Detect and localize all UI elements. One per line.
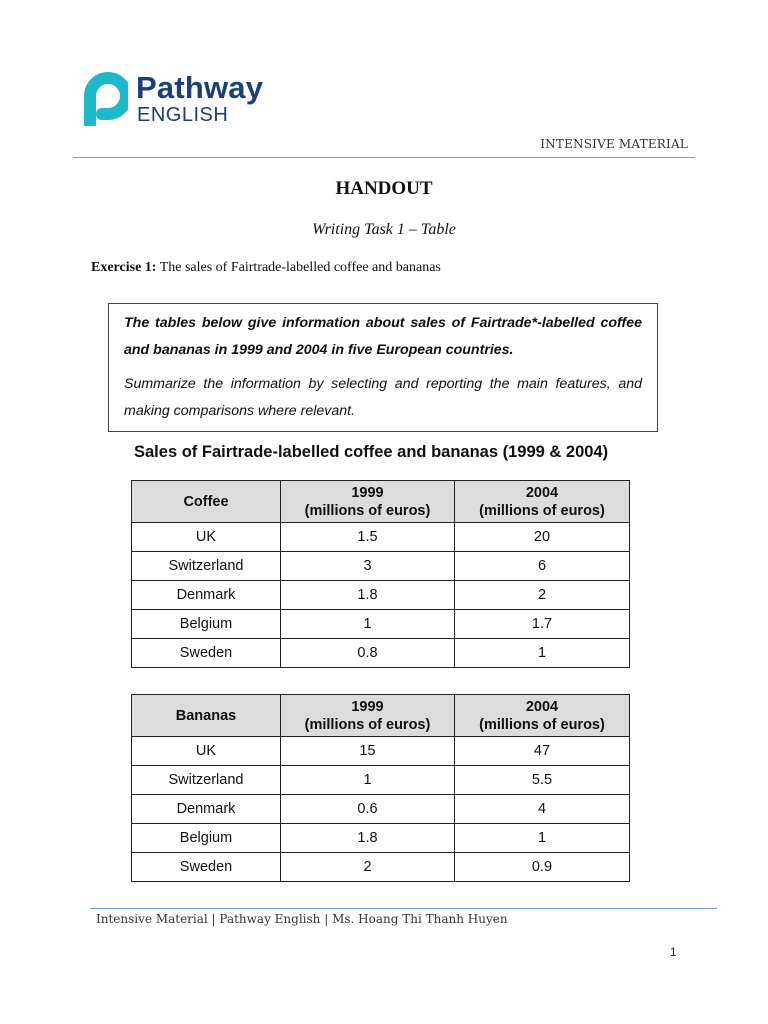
table-row (132, 523, 630, 552)
table-cell: Sweden (132, 853, 281, 882)
table-row (132, 581, 630, 610)
header-unit: (millions of euros) (479, 716, 605, 733)
table-cell: Switzerland (132, 552, 281, 581)
table-cell: 1 (455, 824, 630, 853)
table-cell: 0.9 (455, 853, 630, 882)
exercise-description: The sales of Fairtrade-labelled coffee and bananas (156, 260, 441, 275)
table-row (132, 824, 630, 853)
column-header (455, 695, 630, 737)
table-cell: 15 (281, 737, 455, 766)
header-divider (73, 157, 695, 158)
table-cell: 20 (455, 523, 630, 552)
table-cell: Belgium (132, 824, 281, 853)
footer-text: Intensive Material | Pathway English | Ms. Hoang Thi Thanh Huyen (96, 912, 508, 926)
table-header-row (132, 481, 630, 523)
coffee-sales-table (131, 480, 630, 668)
table-row (132, 766, 630, 795)
page-subtitle: Writing Task 1 – Table (312, 221, 456, 238)
table-cell: 0.8 (281, 639, 455, 668)
table-cell: 1.5 (281, 523, 455, 552)
table-cell: 2 (281, 853, 455, 882)
column-header (281, 695, 455, 737)
header-label: INTENSIVE MATERIAL (540, 137, 688, 151)
task-box (108, 303, 658, 432)
table-cell: 1.8 (281, 581, 455, 610)
table-cell: 4 (455, 795, 630, 824)
header-unit: (millions of euros) (304, 716, 431, 733)
table-cell: 0.6 (281, 795, 455, 824)
table-cell: 1 (455, 639, 630, 668)
table-cell: 3 (281, 552, 455, 581)
table-cell: Belgium (132, 610, 281, 639)
logo-wordmark: Pathway (136, 70, 264, 105)
table-row (132, 610, 630, 639)
exercise-heading (91, 260, 441, 276)
table-cell: Switzerland (132, 766, 281, 795)
table-cell: Sweden (132, 639, 281, 668)
table-row (132, 795, 630, 824)
task-prompt: The tables below give information about sales of Fairtrade*-labelled coffee and bananas in 1999 and 2004 in five European countries. (124, 315, 642, 358)
table-cell: UK (132, 737, 281, 766)
page-number: 1 (670, 945, 677, 959)
header-line: 1999 (351, 698, 384, 715)
bananas-sales-table (131, 694, 630, 882)
table-cell: Denmark (132, 581, 281, 610)
table-cell: Denmark (132, 795, 281, 824)
pathway-logo-icon (82, 70, 128, 126)
table-cell: 1 (281, 610, 455, 639)
column-header (455, 481, 630, 523)
column-header: Coffee (132, 481, 281, 523)
task-instruction: Summarize the information by selecting and reporting the main features, and making comparisons where relevant. (124, 376, 642, 419)
table-header-row (132, 695, 630, 737)
table-cell: 1.8 (281, 824, 455, 853)
pathway-english-logo (82, 70, 272, 130)
table-cell: 1 (281, 766, 455, 795)
header-line: 1999 (351, 484, 384, 501)
table-row (132, 639, 630, 668)
table-cell: 1.7 (455, 610, 630, 639)
page-title: HANDOUT (335, 178, 433, 199)
header-line: 2004 (525, 484, 559, 501)
table-cell: 2 (455, 581, 630, 610)
column-header: Bananas (132, 695, 281, 737)
table-title: Sales of Fairtrade-labelled coffee and bananas (1999 & 2004) (134, 443, 609, 461)
header-unit: (millions of euros) (304, 502, 431, 519)
table-cell: 5.5 (455, 766, 630, 795)
footer-divider (90, 908, 717, 909)
header-line: 2004 (525, 698, 559, 715)
logo-subtitle: ENGLISH (137, 104, 229, 126)
table-row (132, 853, 630, 882)
column-header (281, 481, 455, 523)
table-row (132, 552, 630, 581)
table-row (132, 737, 630, 766)
table-cell: 6 (455, 552, 630, 581)
exercise-label: Exercise 1: (91, 260, 157, 275)
table-cell: UK (132, 523, 281, 552)
table-cell: 47 (455, 737, 630, 766)
header-unit: (millions of euros) (479, 502, 605, 519)
